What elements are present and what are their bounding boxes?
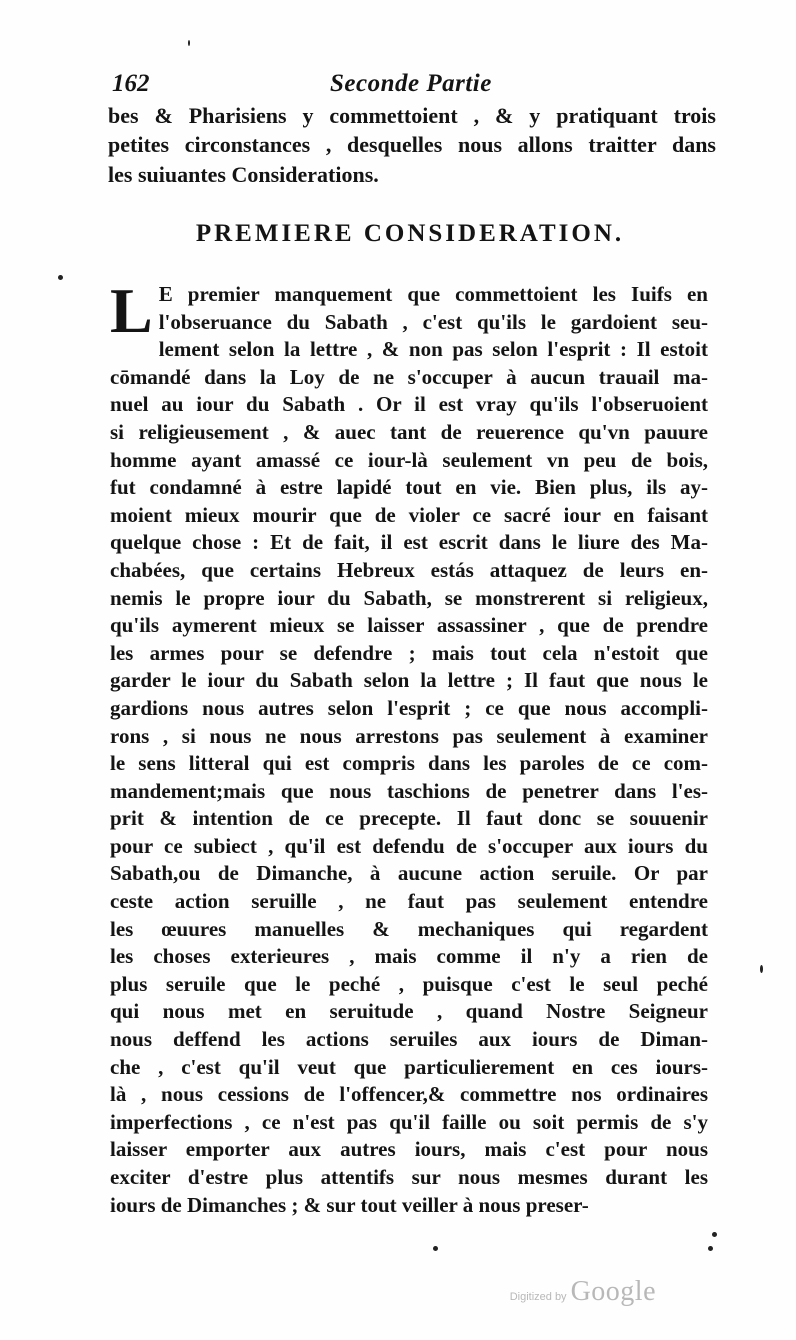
page-number: 162 (112, 70, 150, 97)
scan-speck (760, 965, 763, 973)
text-line: le sens litteral qui est compris dans les paroles de ce com- (110, 751, 708, 776)
text-line: laisser emporter aux autres iours, mais c'est pour nous (110, 1137, 708, 1162)
text-line: prit & intention de ce precepte. Il faut donc se souuenir (110, 806, 708, 831)
intro-paragraph (108, 101, 716, 189)
scan-speck (708, 1246, 713, 1251)
text-line: les œuures manuelles & mechaniques qui regardent (110, 916, 708, 941)
page-header (112, 70, 712, 104)
text-line: ceste action seruille , ne faut pas seulement entendre (110, 889, 708, 914)
text-line: chabées, que certains Hebreux estás attaquez de leurs en- (110, 557, 708, 582)
text-line: plus seruile que le peché , puisque c'est le seul peché (110, 971, 708, 996)
text-line: les armes pour se defendre ; mais tout cela n'estoit que (110, 640, 708, 665)
text-line: les suiuantes Considerations. (108, 161, 379, 187)
text-line: gardions nous autres selon l'esprit ; ce que nous accompli- (110, 695, 708, 720)
text-line: nous deffend les actions seruiles aux iours de Diman- (110, 1027, 708, 1052)
text-line: E premier manquement que commettoient les Iuifs en (158, 282, 708, 306)
text-line: qui nous met en seruitude , quand Nostre Seigneur (110, 999, 708, 1024)
text-line: moient mieux mourir que de violer ce sacré iour en faisant (110, 502, 708, 527)
running-title: Seconde Partie (330, 70, 492, 97)
text-line: garder le iour du Sabath selon la lettre ; Il faut que nous le (110, 668, 708, 693)
drop-cap: L (110, 275, 153, 346)
text-line: imperfections , ce n'est pas qu'il faille ou soit permis de s'y (110, 1109, 708, 1134)
digitized-by-label: Digitized by (509, 1291, 567, 1303)
text-line: nuel au iour du Sabath . Or il est vray qu'ils l'obseruoient (110, 392, 708, 417)
text-line: l'obseruance du Sabath , c'est qu'ils le gardoient seu- (158, 309, 708, 334)
text-line: les choses exterieures , mais comme il n'y a rien de (110, 944, 708, 969)
scan-speck (712, 1232, 717, 1237)
text-line: qu'ils aymerent mieux se laisser assassiner , que de prendre (110, 613, 708, 638)
text-line: bes & Pharisiens y commettoient , & y pratiquant trois (108, 103, 716, 128)
text-line: si religieusement , & auec tant de reuerence qu'vn pauure (110, 419, 708, 444)
google-watermark (510, 1276, 656, 1308)
text-line: quelque chose : Et de fait, il est escrit dans le liure des Ma- (110, 530, 708, 555)
scan-speck (58, 275, 63, 280)
text-line: là , nous cessions de l'offencer,& commettre nos ordinaires (110, 1082, 708, 1107)
body-paragraph (110, 275, 708, 1219)
google-logo: Google (570, 1276, 656, 1307)
text-line: homme ayant amassé ce iour-là seulement vn peu de bois, (110, 447, 708, 472)
text-line: pour ce subiect , qu'il est defendu de s'occuper aux iours du (110, 833, 708, 858)
text-line: lement selon la lettre , & non pas selon l'esprit : Il estoit (158, 337, 708, 362)
text-line: che , c'est qu'il veut que particulierement en ces iours- (110, 1054, 708, 1079)
scan-speck (433, 1246, 438, 1251)
text-line: mandement;mais que nous taschions de penetrer dans l'es- (110, 778, 708, 803)
text-line: petites circonstances , desquelles nous allons traitter dans (108, 132, 716, 158)
text-line: nemis le propre iour du Sabath, se monstrerent si religieux, (110, 585, 708, 610)
text-line: Sabath,ou de Dimanche, à aucune action seruile. Or par (110, 861, 708, 886)
text-line: iours de Dimanches ; & sur tout veiller à nous preser- (110, 1192, 589, 1217)
text-line: rons , si nous ne nous arrestons pas seulement à examiner (110, 723, 708, 748)
section-heading: PREMIERE CONSIDERATION. (195, 220, 625, 247)
scan-speck (188, 40, 190, 46)
text-line: fut condamné à estre lapidé tout en vie. Bien plus, ils ay- (110, 475, 708, 500)
text-line: cōmandé dans la Loy de ne s'occuper à aucun trauail ma- (110, 364, 708, 389)
text-line: exciter d'estre plus attentifs sur nous mesmes durant les (110, 1165, 708, 1189)
